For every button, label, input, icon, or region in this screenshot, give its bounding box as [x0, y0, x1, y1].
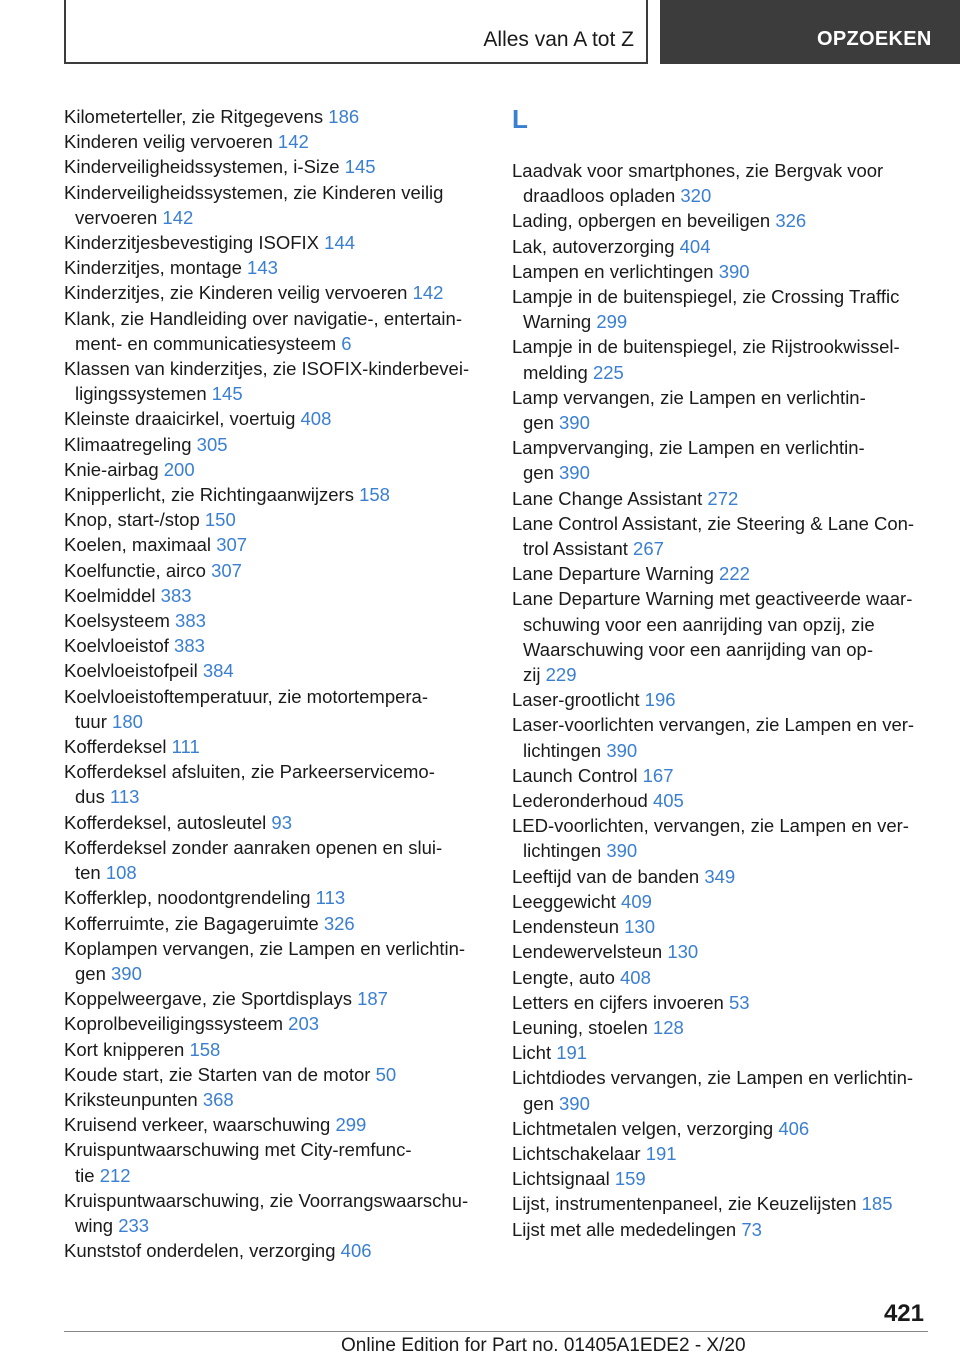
index-entry	[512, 889, 932, 914]
index-entry	[64, 154, 484, 179]
index-entry-text: Kinderzitjesbevestiging ISOFIX	[64, 232, 320, 254]
index-entry	[64, 1112, 484, 1137]
page-number: 421	[883, 1300, 924, 1327]
index-entry-text: Lane Departure Warning	[512, 563, 714, 585]
page-reference-link[interactable]: 384	[202, 660, 234, 682]
page-reference-link[interactable]: 200	[163, 458, 195, 480]
footer-divider	[64, 1331, 928, 1332]
page-reference-link[interactable]: 159	[614, 1168, 646, 1190]
index-entry-text: Lijst, instrumentenpaneel, zie Keuzelijsten	[512, 1193, 857, 1215]
index-entry	[512, 284, 932, 334]
index-entry	[512, 965, 932, 990]
index-entry-text: melding	[523, 361, 588, 383]
index-entry-text: Koelvloeistof	[64, 635, 169, 657]
page-reference-link[interactable]: 187	[357, 988, 388, 1010]
index-entry	[64, 255, 484, 280]
index-entry-text: Lampje in de buitenspiegel, zie Rijstrookwissel-	[512, 336, 900, 358]
index-entry-text: Lak, autoverzorging	[512, 235, 675, 257]
index-entry-text: Lendewervelsteun	[512, 941, 663, 963]
page-reference-link[interactable]: 320	[680, 185, 712, 207]
index-column-right	[512, 104, 932, 1242]
page-reference-link[interactable]: 158	[189, 1038, 221, 1060]
index-entry-text: Lichtmetalen velgen, verzorging	[512, 1117, 774, 1139]
index-entry-text: Koplampen vervangen, zie Lampen en verlichtin-	[64, 937, 466, 959]
index-entry-text: Lane Change Assistant	[512, 487, 703, 509]
page-reference-link[interactable]: 144	[324, 232, 356, 254]
index-entry	[64, 280, 484, 305]
index-entry-text: Koelvloeistoftemperatuur, zie motortempera-	[64, 685, 429, 707]
index-entry-text: Laadvak voor smartphones, zie Bergvak voor	[512, 160, 884, 181]
page-reference-link[interactable]: 383	[174, 635, 205, 657]
index-entry	[64, 482, 484, 507]
page-reference-link[interactable]: 390	[559, 412, 590, 434]
page-reference-link[interactable]: 150	[204, 509, 236, 531]
index-entry-text: Kruisend verkeer, waarschuwing	[64, 1114, 331, 1136]
page-reference-link[interactable]: 113	[315, 887, 346, 909]
page-reference-link[interactable]: 404	[679, 235, 711, 257]
index-entry	[64, 507, 484, 532]
index-entry-text: schuwing voor een aanrijding van opzij, zie	[523, 613, 875, 635]
index-entry	[64, 432, 484, 457]
index-entry-text: Kunststof onderdelen, verzorging	[64, 1240, 336, 1262]
index-entry	[512, 385, 932, 435]
page-reference-link[interactable]: 142	[412, 282, 444, 304]
index-entry-text: Kinderen veilig vervoeren	[64, 131, 273, 153]
index-entry-text: Lading, opbergen en beveiligen	[512, 210, 771, 232]
index-entry	[512, 259, 932, 284]
page-reference-link[interactable]: 6	[341, 332, 352, 354]
index-entry	[64, 558, 484, 583]
index-entry-text: vervoeren	[75, 206, 158, 228]
index-entry-text: Kruispuntwaarschuwing, zie Voorrangswaarschu-	[64, 1189, 469, 1211]
index-entry	[512, 788, 932, 813]
index-entry-text: Kofferruimte, zie Bagageruimte	[64, 912, 319, 934]
index-entry	[64, 180, 484, 230]
page-reference-link[interactable]: 267	[633, 538, 664, 560]
index-entry	[64, 835, 484, 885]
index-entry	[512, 864, 932, 889]
index-entry-text: Kort knipperen	[64, 1038, 185, 1060]
page-reference-link[interactable]: 305	[196, 433, 228, 455]
index-entry	[64, 104, 484, 129]
index-entry-text: Licht	[512, 1042, 552, 1064]
page-reference-link[interactable]: 50	[375, 1063, 397, 1085]
index-entry	[512, 1015, 932, 1040]
page-reference-link[interactable]: 390	[111, 962, 142, 984]
index-entry-text: tie	[75, 1164, 95, 1186]
index-entry	[512, 1217, 932, 1242]
index-entry-text: Laser-grootlicht	[512, 689, 640, 711]
index-entry-text: gen	[523, 412, 554, 434]
index-entry-text: Lampen en verlichtingen	[512, 260, 714, 282]
index-entry-text: Lampvervanging, zie Lampen en verlichtin-	[512, 437, 865, 459]
index-entry	[512, 435, 932, 485]
page-reference-link[interactable]: 111	[171, 736, 200, 758]
index-entry-text: Kinderzitjes, zie Kinderen veilig vervoeren	[64, 282, 408, 304]
index-entry-text: dus	[75, 786, 105, 808]
index-entry-text: Lamp vervangen, zie Lampen en verlichtin-	[512, 386, 866, 408]
index-entry	[64, 633, 484, 658]
index-entry	[64, 1011, 484, 1036]
index-entry	[512, 1191, 932, 1216]
index-entry	[512, 1040, 932, 1065]
index-entry-text: Kinderveiligheidssystemen, zie Kinderen veilig	[64, 181, 444, 203]
index-entry-text: Kofferklep, noodontgrendeling	[64, 887, 311, 909]
index-entry-text: Koude start, zie Starten van de motor	[64, 1063, 371, 1085]
header-tab[interactable]	[660, 0, 960, 64]
index-entry-text: Letters en cijfers invoeren	[512, 991, 724, 1013]
page-reference-link[interactable]: 307	[216, 534, 248, 556]
index-entry	[64, 1087, 484, 1112]
index-entry-text: Koelfunctie, airco	[64, 559, 206, 581]
index-entry-text: Kruispuntwaarschuwing met City-remfunc-	[64, 1139, 412, 1161]
index-entry	[64, 936, 484, 986]
index-entry-text: Laser-voorlichten vervangen, zie Lampen en ver-	[512, 714, 915, 736]
page-reference-link[interactable]: 143	[247, 257, 278, 279]
index-entry-text: Kofferdeksel zonder aanraken openen en slui-	[64, 836, 443, 858]
page-reference-link[interactable]: 108	[105, 862, 137, 884]
page-reference-link[interactable]: 145	[211, 383, 243, 405]
index-entry	[512, 914, 932, 939]
index-entry	[512, 813, 932, 863]
index-entry-text: gen	[75, 962, 106, 984]
index-entry	[64, 911, 484, 936]
index-entry	[512, 990, 932, 1015]
index-entry	[512, 158, 932, 208]
page-reference-link[interactable]: 405	[652, 790, 684, 812]
page-reference-link[interactable]: 130	[624, 916, 656, 938]
index-entry-text: Koelen, maximaal	[64, 534, 212, 556]
index-entry-text: Koelmiddel	[64, 584, 156, 606]
page-reference-link[interactable]: 191	[645, 1142, 677, 1164]
index-entry-text: Kilometerteller, zie Ritgegevens	[64, 106, 324, 127]
index-entry	[64, 129, 484, 154]
index-entry-text: Knipperlicht, zie Richtingaanwijzers	[64, 484, 354, 506]
index-entry-text: Klimaatregeling	[64, 433, 192, 455]
index-entry	[512, 763, 932, 788]
page-reference-link[interactable]: 272	[707, 487, 739, 509]
page-reference-link[interactable]: 383	[175, 610, 206, 632]
page-reference-link[interactable]: 390	[606, 840, 638, 862]
index-entry	[64, 406, 484, 431]
index-entry-text: lichtingen	[523, 739, 602, 761]
index-entry-text: draadloos opladen	[523, 185, 676, 207]
page-reference-link[interactable]: 225	[592, 361, 624, 383]
page-reference-link[interactable]: 349	[704, 865, 736, 887]
page-reference-link[interactable]: 307	[211, 559, 242, 581]
index-entry-text: Kinderveiligheidssystemen, i-Size	[64, 156, 340, 178]
index-entry-text: trol Assistant	[523, 538, 628, 560]
index-entry-text: Launch Control	[512, 764, 638, 786]
index-entry-text: Lendensteun	[512, 916, 619, 938]
page-reference-link[interactable]: 145	[344, 156, 376, 178]
page-reference-link[interactable]: 142	[162, 206, 194, 228]
page-reference-link[interactable]: 390	[559, 462, 590, 484]
page-reference-link[interactable]: 142	[277, 131, 309, 153]
index-entry-text: Lijst met alle mededelingen	[512, 1218, 737, 1240]
index-entry-text: gen	[523, 1092, 554, 1114]
index-entry-text: Kriksteunpunten	[64, 1088, 198, 1110]
index-entry	[64, 986, 484, 1011]
index-entry	[512, 939, 932, 964]
index-entry-text: Leeftijd van de banden	[512, 865, 700, 887]
index-entry	[512, 1116, 932, 1141]
index-entry-text: ment- en communicatiesysteem	[75, 332, 337, 354]
index-entry-text: Koelsysteem	[64, 610, 170, 632]
page-reference-link[interactable]: 196	[644, 689, 676, 711]
index-entry	[512, 486, 932, 511]
page-reference-link[interactable]: 167	[642, 764, 674, 786]
index-entry	[64, 1037, 484, 1062]
index-entry-text: Lane Departure Warning met geactiveerde waar-	[512, 588, 913, 610]
index-entry	[64, 734, 484, 759]
index-entry-text: Lederonderhoud	[512, 790, 648, 812]
page-reference-link[interactable]: 186	[328, 106, 360, 127]
page-reference-link[interactable]: 406	[778, 1117, 810, 1139]
index-entry-text: wing	[75, 1214, 114, 1236]
page-reference-link[interactable]: 93	[271, 811, 292, 833]
index-entry-text: Kinderzitjes, montage	[64, 257, 242, 279]
index-entry-text: Lampje in de buitenspiegel, zie Crossing Traffic	[512, 286, 900, 308]
index-entry	[512, 1166, 932, 1191]
index-entry-text: Kofferdeksel afsluiten, zie Parkeerservicemo-	[64, 761, 435, 783]
index-entry-text: ligingssystemen	[75, 383, 207, 405]
index-entry	[64, 658, 484, 683]
page-reference-link[interactable]: 390	[606, 739, 638, 761]
header-section-title: Alles van A tot Z	[483, 28, 634, 51]
page-reference-link[interactable]: 229	[545, 664, 577, 686]
index-entry-text: Kofferdeksel, autosleutel	[64, 811, 267, 833]
page-reference-link[interactable]: 212	[99, 1164, 131, 1186]
index-entry-text: Waarschuwing voor een aanrijding van op-	[523, 638, 873, 660]
index-entry	[512, 334, 932, 384]
section-letter: L	[512, 104, 528, 134]
page-reference-link[interactable]: 130	[667, 941, 699, 963]
index-entry-text: tuur	[75, 710, 107, 732]
page-reference-link[interactable]: 191	[556, 1042, 588, 1064]
footer-edition: Online Edition for Part no. 01405A1EDE2 - X/20	[341, 1335, 746, 1356]
page-reference-link[interactable]: 203	[288, 1013, 320, 1035]
index-column-left	[64, 104, 484, 1263]
index-entry	[512, 1141, 932, 1166]
index-entry-text: ten	[75, 862, 101, 884]
page-reference-link[interactable]: 158	[359, 484, 390, 506]
page-reference-link[interactable]: 326	[775, 210, 807, 232]
index-entry-text: Lichtdiodes vervangen, zie Lampen en verlichtin-	[512, 1067, 914, 1089]
index-entry-text: Koppelweergave, zie Sportdisplays	[64, 988, 352, 1010]
index-entry	[64, 684, 484, 734]
index-entry	[64, 1062, 484, 1087]
index-entry-text: Leeggewicht	[512, 890, 616, 912]
index-entry	[64, 608, 484, 633]
page-reference-link[interactable]: 408	[620, 966, 651, 988]
index-entry	[64, 810, 484, 835]
index-entry-text: Kofferdeksel	[64, 736, 167, 758]
page-reference-link[interactable]: 233	[118, 1214, 150, 1236]
index-entry-text: Klassen van kinderzitjes, zie ISOFIX-kinderbevei-	[64, 358, 470, 380]
index-entry-text: Lichtsignaal	[512, 1168, 610, 1190]
index-entry	[512, 586, 932, 687]
page-reference-link[interactable]: 222	[719, 563, 750, 585]
page-reference-link[interactable]: 180	[112, 710, 143, 732]
page-reference-link[interactable]: 299	[335, 1114, 367, 1136]
page-reference-link[interactable]: 390	[559, 1092, 590, 1114]
index-entry	[64, 1238, 484, 1263]
index-entry	[64, 306, 484, 356]
page-reference-link[interactable]: 368	[202, 1088, 234, 1110]
index-entry	[512, 561, 932, 586]
page-reference-link[interactable]: 299	[596, 311, 628, 333]
index-entry	[64, 1188, 484, 1238]
page-reference-link[interactable]: 53	[728, 991, 750, 1013]
index-entry	[64, 583, 484, 608]
index-entry-text: Lengte, auto	[512, 966, 615, 988]
index-entry-text: LED-voorlichten, vervangen, zie Lampen en ver-	[512, 815, 909, 837]
index-entry	[512, 234, 932, 259]
index-entry	[64, 457, 484, 482]
index-entry	[512, 208, 932, 233]
index-entry-text: Leuning, stoelen	[512, 1016, 648, 1038]
index-entry-text: Koprolbeveiligingssysteem	[64, 1013, 284, 1035]
index-entry	[64, 885, 484, 910]
index-entry-text: Knie-airbag	[64, 458, 159, 480]
page-reference-link[interactable]: 383	[160, 584, 192, 606]
header-tab-label: OPZOEKEN	[817, 28, 932, 50]
page-reference-link[interactable]: 326	[323, 912, 355, 934]
header-section-box	[64, 0, 648, 64]
index-entry	[64, 356, 484, 406]
page-reference-link[interactable]: 409	[621, 890, 652, 912]
index-entry-text: lichtingen	[523, 840, 602, 862]
index-entry-text: Kleinste draaicirkel, voertuig	[64, 408, 296, 430]
index-entry-text: Knop, start-/stop	[64, 509, 200, 531]
index-entry	[512, 687, 932, 712]
index-entry-text: Warning	[523, 311, 592, 333]
page-reference-link[interactable]: 128	[652, 1016, 684, 1038]
index-entry	[64, 532, 484, 557]
index-entry	[64, 1137, 484, 1187]
page-reference-link[interactable]: 113	[109, 786, 140, 808]
index-entry-text: zij	[523, 664, 541, 686]
index-entry	[512, 511, 932, 561]
page-reference-link[interactable]: 408	[300, 408, 332, 430]
index-entry-text: Klank, zie Handleiding over navigatie-, entertain-	[64, 307, 462, 329]
index-entry	[64, 230, 484, 255]
index-entry-text: gen	[523, 462, 554, 484]
page-reference-link[interactable]: 185	[861, 1193, 893, 1215]
index-entry-text: Koelvloeistofpeil	[64, 660, 198, 682]
index-entry	[512, 712, 932, 762]
page-reference-link[interactable]: 73	[741, 1218, 762, 1240]
page-reference-link[interactable]: 390	[718, 260, 750, 282]
index-entry-text: Lichtschakelaar	[512, 1142, 641, 1164]
index-entry	[64, 759, 484, 809]
index-entry-text: Lane Control Assistant, zie Steering & Lane Con-	[512, 512, 915, 534]
page-reference-link[interactable]: 406	[340, 1240, 372, 1262]
index-entry	[512, 1065, 932, 1115]
